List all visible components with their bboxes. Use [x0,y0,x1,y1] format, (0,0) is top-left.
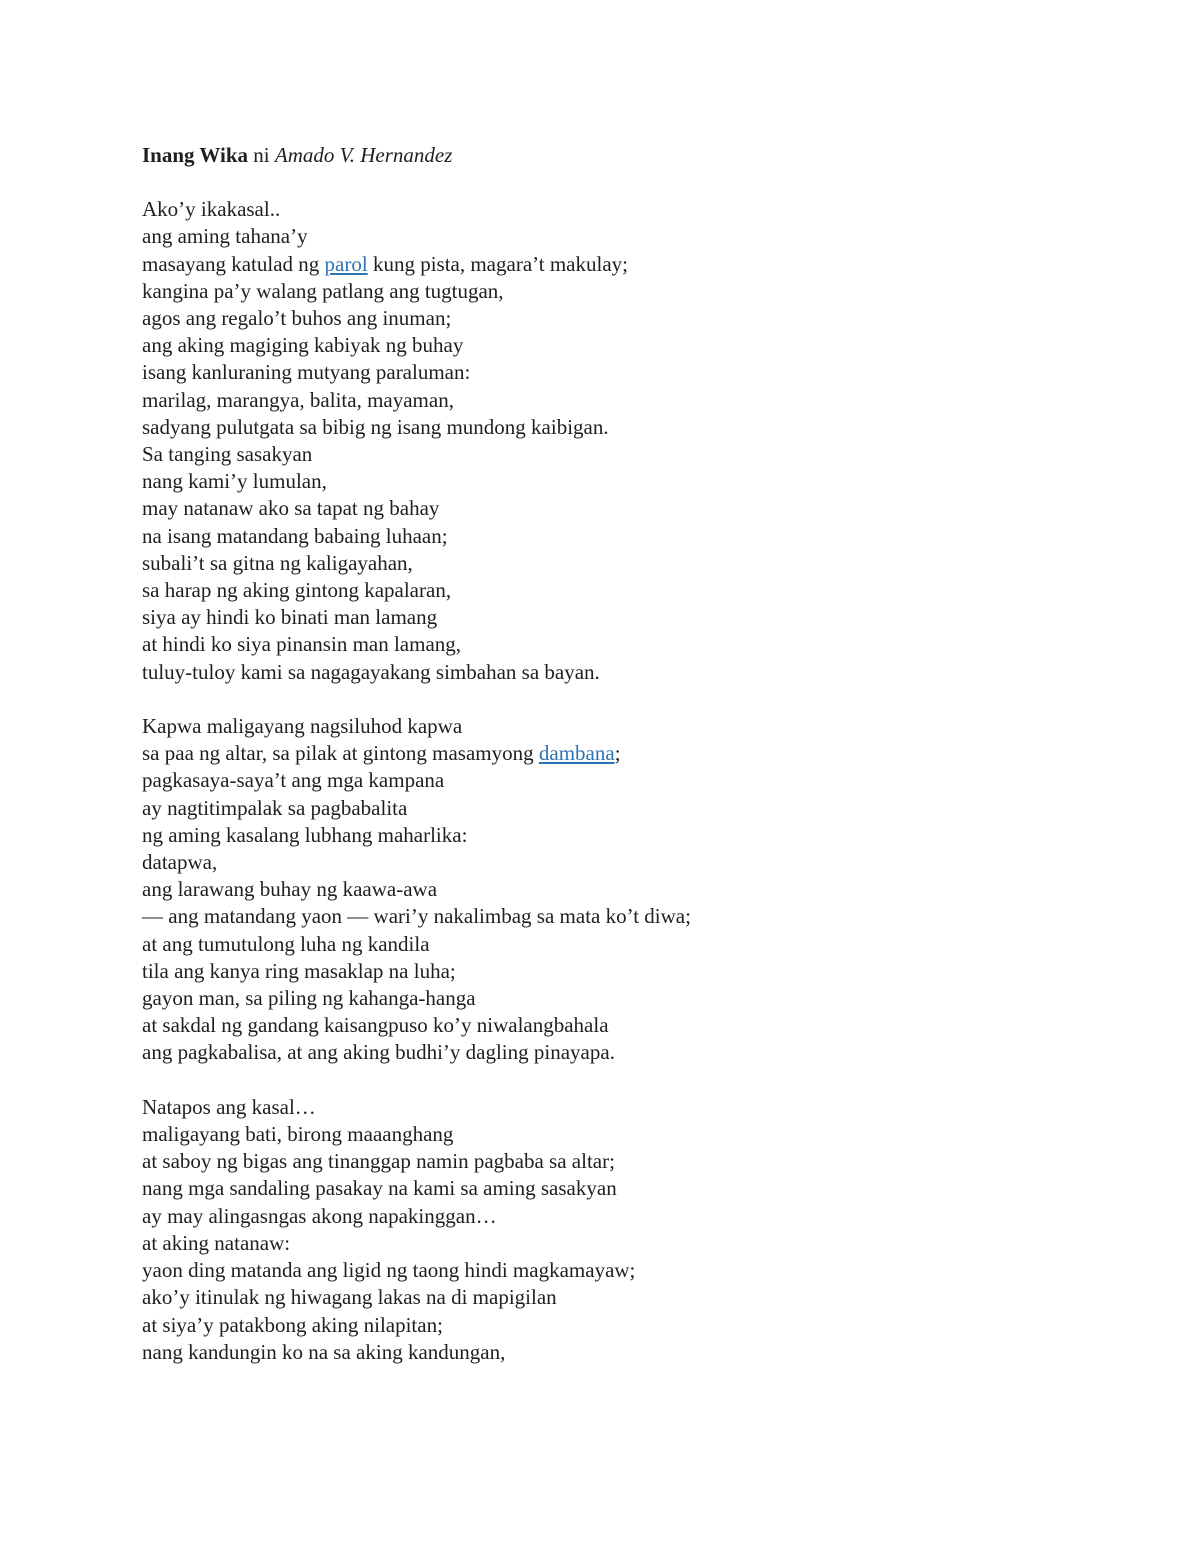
poem-line: pagkasaya-saya’t ang mga kampana [142,768,445,793]
poem-line: ang larawang buhay ng kaawa-awa [142,877,438,902]
parol-link[interactable]: parol [324,251,368,276]
stanza-1 [142,196,1122,686]
dambana-link[interactable]: dambana [538,741,615,766]
poem-line [142,740,1122,767]
poem-line: gayon man, sa piling ng kahanga-hanga [142,986,476,1011]
stanza-2 [142,713,1122,1067]
poem-line: subali’t sa gitna ng kaligayahan, [142,550,413,575]
poem-line: ng aming kasalang lubhang maharlika: [142,822,468,847]
poem-line [142,251,1122,278]
poem-line-text: sa paa ng altar, sa pilak at gintong masamyong [142,741,539,766]
poem-line: ang pagkabalisa, at ang aking budhi’y dagling pinayapa. [142,1040,615,1065]
poem-line: Kapwa maligayang nagsiluhod kapwa [142,714,463,739]
poem-line: Ako’y ikakasal.. [142,197,281,222]
poem-line-text: masayang katulad ng [142,251,325,276]
poem-line: siya ay hindi ko binati man lamang [142,605,438,630]
poem-line: — ang matandang yaon — wari’y nakalimbag sa mata ko’t diwa; [142,904,691,929]
poem-line: Sa tanging sasakyan [142,442,313,467]
poem-line: agos ang regalo’t buhos ang inuman; [142,306,452,331]
title-connector: ni [248,143,275,167]
poem-line: marilag, marangya, balita, mayaman, [142,387,454,412]
poem-line: na isang matandang babaing luhaan; [142,523,448,548]
poem-line: ay nagtitimpalak sa pagbabalita [142,795,408,820]
poem-line: at aking natanaw: [142,1230,291,1255]
poem-line: ay may alingasngas akong napakinggan… [142,1203,497,1228]
poem-line: at saboy ng bigas ang tinanggap namin pagbaba sa altar; [142,1149,615,1174]
poem-line: Natapos ang kasal… [142,1094,316,1119]
poem-line: at sakdal ng gandang kaisangpuso ko’y niwalangbahala [142,1013,609,1038]
poem-heading [142,142,1122,169]
poem-line: nang mga sandaling pasakay na kami sa aming sasakyan [142,1176,617,1201]
poem-line-text: kung pista, magara’t makulay; [367,251,628,276]
poem-line: nang kandungin ko na sa aking kandungan, [142,1339,506,1364]
poem-line: isang kanluraning mutyang paraluman: [142,360,471,385]
poem-line: ang aking magiging kabiyak ng buhay [142,333,464,358]
poem-line: at siya’y patakbong aking nilapitan; [142,1312,443,1337]
poem-line: kangina pa’y walang patlang ang tugtugan, [142,278,504,303]
stanza-3 [142,1094,1122,1366]
poem-line: datapwa, [142,850,218,875]
poem-line: at ang tumutulong luha ng kandila [142,931,430,956]
document-page [142,142,1122,1393]
poem-line: sa harap ng aking gintong kapalaran, [142,578,452,603]
poem-line: tila ang kanya ring masaklap na luha; [142,958,456,983]
poem-line: yaon ding matanda ang ligid ng taong hindi magkamayaw; [142,1258,636,1283]
poem-line: maligayang bati, birong maaanghang [142,1122,454,1147]
poem-author: Amado V. Hernandez [274,143,453,167]
poem-line: ang aming tahana’y [142,224,308,249]
poem-line: at hindi ko siya pinansin man lamang, [142,632,462,657]
poem-line: tuluy-tuloy kami sa nagagayakang simbahan sa bayan. [142,659,600,684]
poem-title: Inang Wika [142,143,249,167]
poem-line: ako’y itinulak ng hiwagang lakas na di mapigilan [142,1285,557,1310]
poem-line: may natanaw ako sa tapat ng bahay [142,496,440,521]
poem-line-text: ; [614,741,621,766]
poem-line: sadyang pulutgata sa bibig ng isang mundong kaibigan. [142,414,609,439]
poem-line: nang kami’y lumulan, [142,469,327,494]
